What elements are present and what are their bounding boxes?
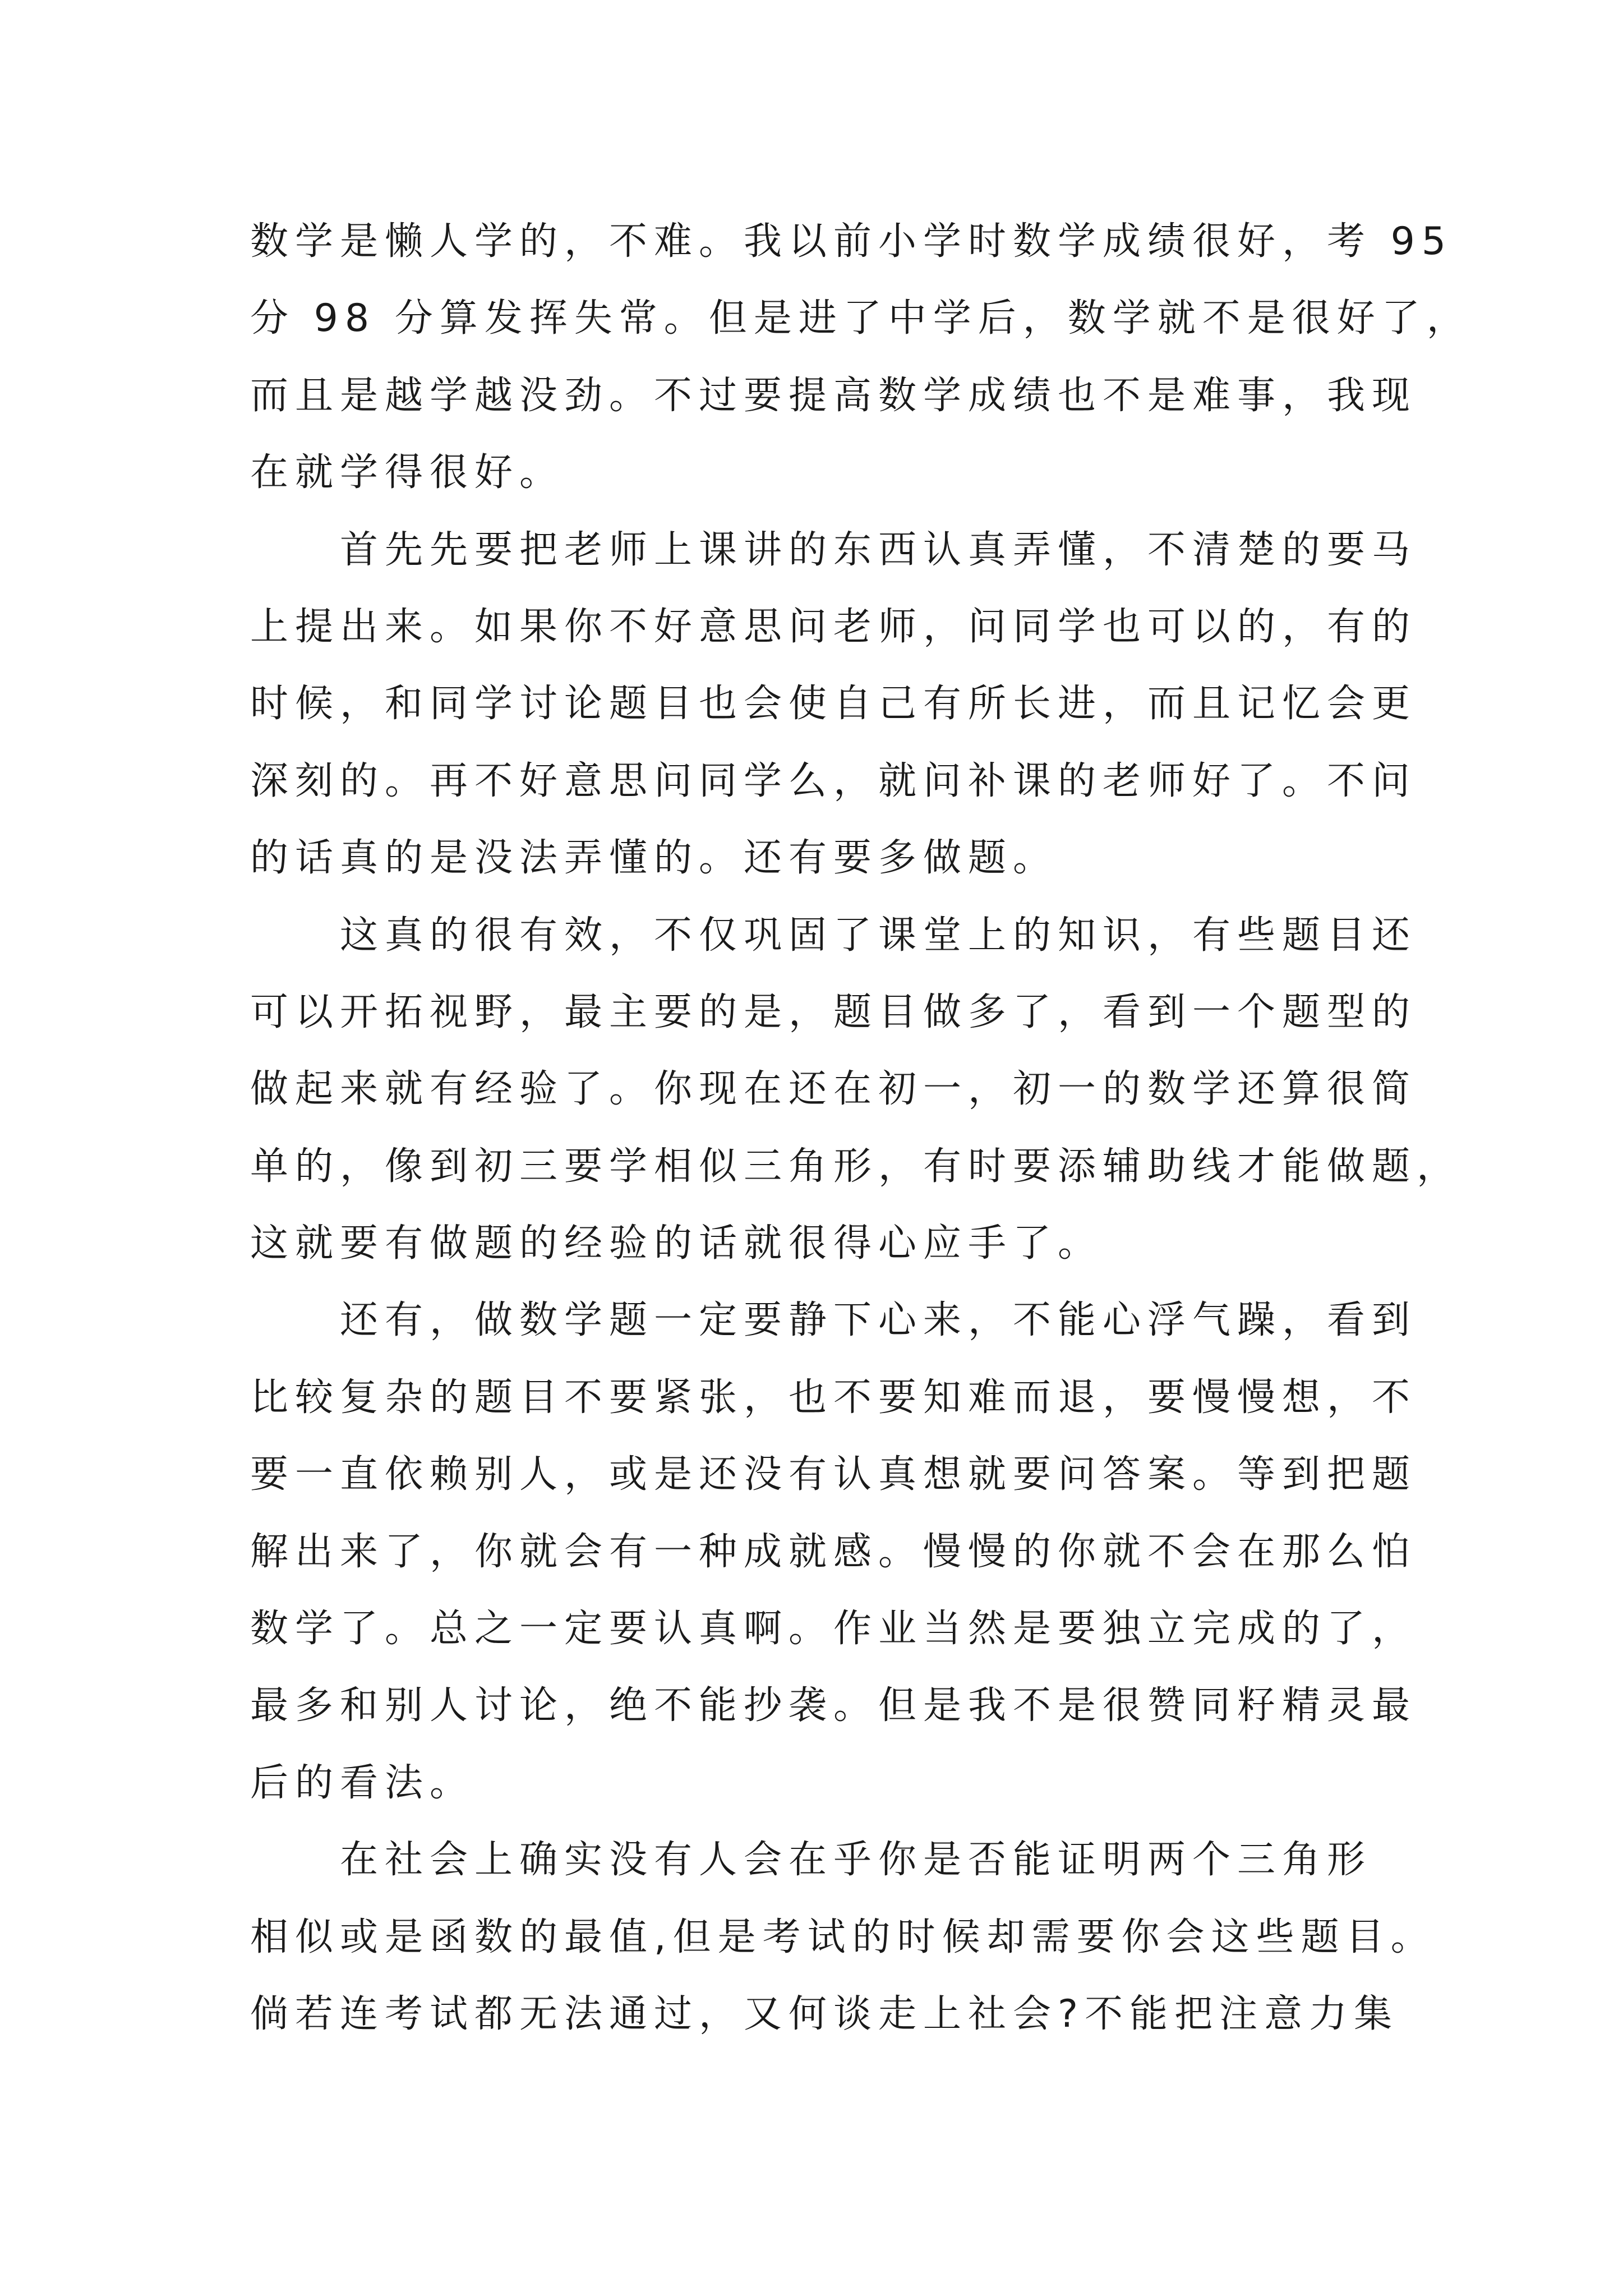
text-line: 这就要有做题的经验的话就很得心应手了。 — [250, 1221, 1103, 1266]
text-line: 在就学得很好。 — [250, 450, 565, 495]
text-line: 最多和别人讨论，绝不能抄袭。但是我不是很赞同籽精灵最 — [250, 1683, 1417, 1728]
text-line: 单的，像到初三要学相似三角形，有时要添辅助线才能做题， — [250, 1144, 1462, 1189]
text-line: 的话真的是没法弄懂的。还有要多做题。 — [250, 836, 1058, 881]
document-body — [250, 203, 1472, 2053]
text-line: 这真的很有效，不仅巩固了课堂上的知识，有些题目还 — [250, 913, 1417, 958]
text-line: 深刻的。再不好意思问同学么，就问补课的老师好了。不问 — [250, 758, 1417, 803]
text-line: 上提出来。如果你不好意思问老师，问同学也可以的，有的 — [250, 604, 1417, 649]
text-line: 可以开拓视野，最主要的是，题目做多了，看到一个题型的 — [250, 990, 1417, 1034]
text-line: 还有，做数学题一定要静下心来，不能心浮气躁，看到 — [250, 1298, 1417, 1343]
text-line: 比较复杂的题目不要紧张，也不要知难而退，要慢慢想，不 — [250, 1375, 1417, 1420]
text-line: 做起来就有经验了。你现在还在初一，初一的数学还算很简 — [250, 1067, 1417, 1112]
text-line: 解出来了，你就会有一种成就感。慢慢的你就不会在那么怕 — [250, 1529, 1417, 1574]
text-line: 时候，和同学讨论题目也会使自己有所长进，而且记忆会更 — [250, 682, 1417, 726]
text-line: 相似或是函数的最值,但是考试的时候却需要你会这些题目。 — [250, 1915, 1436, 1959]
text-line: 倘若连考试都无法通过，又何谈走上社会?不能把注意力集 — [250, 1991, 1399, 2036]
text-line: 后的看法。 — [250, 1760, 475, 1805]
text-line: 数学是懒人学的，不难。我以前小学时数学成绩很好，考 95 — [250, 219, 1453, 264]
text-line: 而且是越学越没劲。不过要提高数学成绩也不是难事，我现 — [250, 373, 1417, 418]
text-line: 要一直依赖别人，或是还没有认真想就要问答案。等到把题 — [250, 1452, 1417, 1497]
text-line: 在社会上确实没有人会在乎你是否能证明两个三角形 — [250, 1838, 1372, 1883]
text-line: 数学了。总之一定要认真啊。作业当然是要独立完成的了， — [250, 1607, 1417, 1651]
text-line: 分 98 分算发挥失常。但是进了中学后，数学就不是很好了， — [250, 296, 1472, 341]
text-line: 首先先要把老师上课讲的东西认真弄懂，不清楚的要马 — [250, 527, 1417, 572]
